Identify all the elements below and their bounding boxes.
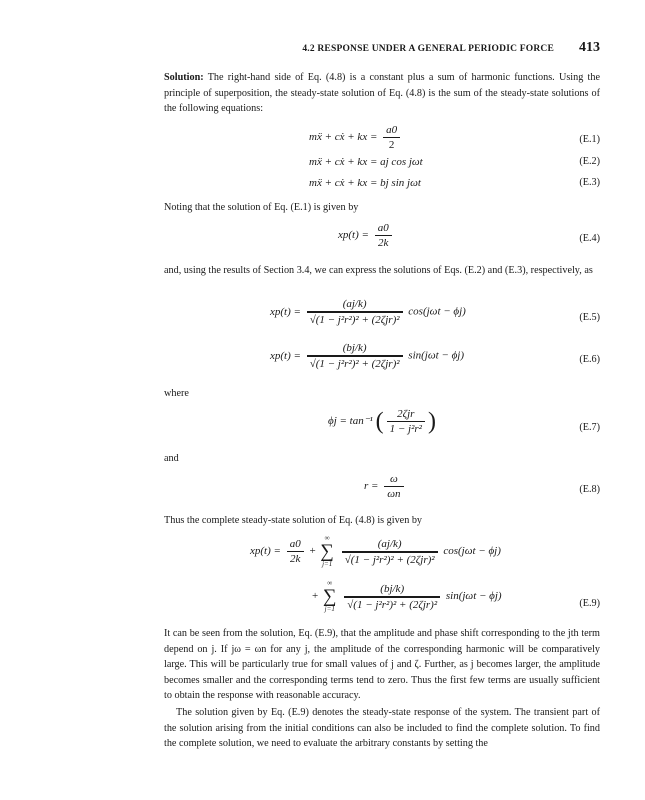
thus-text: Thus the complete steady-state solution of Eq. (4.8) is given by — [164, 515, 423, 526]
running-header — [0, 38, 600, 58]
equation-e1: mẍ + cẋ + kx = $\frac{a0}{2}$ (E.1) — [309, 124, 600, 151]
summation-symbol: ∞ ∑ j=1 — [322, 579, 337, 613]
equation-e8: r = $\frac{\omega}{\omega n}$ (E.8) — [364, 473, 600, 500]
equation-e5: xp(t) = $\frac{(aj/k)}{\text{√(1 − j²r²)² + (2ζjr)²}}$ cos(jωt − ϕj) (E.5) — [270, 298, 600, 326]
page-number: 413 — [579, 40, 600, 55]
equation-e3: mẍ + cẋ + kx = bj sin jωt (E.3) — [309, 177, 600, 189]
equation-number: (E.1) — [579, 134, 600, 145]
solution-paragraph — [164, 70, 600, 117]
equation-number: (E.3) — [579, 177, 600, 188]
where-text: where — [164, 388, 189, 399]
equation-number: (E.5) — [579, 312, 600, 323]
equation-number: (E.6) — [579, 354, 600, 365]
equation-e2: mẍ + cẋ + kx = aj cos jωt (E.2) — [309, 156, 600, 168]
summation-symbol: ∞ ∑ j=1 — [320, 534, 334, 568]
section-title: 4.2 RESPONSE UNDER A GENERAL PERIODIC FORCE — [302, 44, 554, 54]
equation-e4: xp(t) = $\frac{a0}{2k}$ (E.4) — [338, 222, 600, 249]
transient-paragraph: The solution given by Eq. (E.9) denotes the steady-state response of the system. The transient part of the solution arising from the initial conditions can also be included to find the complete solution. To find the complete solution, we need to evaluate the arbitrary constants by setting the — [164, 707, 600, 749]
noting-text: Noting that the solution of Eq. (E.1) is given by — [164, 202, 359, 213]
and-text: and — [164, 453, 179, 464]
using-paragraph: and, using the results of Section 3.4, we can express the solutions of Eqs. (E.2) and (E.3), respectively, as — [164, 265, 593, 276]
discussion-paragraph: It can be seen from the solution, Eq. (E.9), that the amplitude and phase shift corresponding to the jth term depend on j. If jω = ωn for any j, the amplitude of the corresponding harmonic will be comparatively large. This will be particularly true for small values of j and ζ. Further, as j becomes larger, the amplitude becomes smaller and the corresponding terms tend to zero. Thus the first few terms are usually sufficient to obtain the response with reasonable accuracy. — [164, 628, 600, 701]
equation-number: (E.7) — [579, 422, 600, 433]
equation-e9-line1: xp(t) = $\frac{a0}{2k}$ + ∞ ∑ j=1 $\frac{(aj/k)}{\text{√(1 − j²r²)² + (2ζjr)²}}$ cos(jωt − ϕj) — [250, 534, 501, 568]
equation-e7: ϕj = tan⁻¹ ( $\frac{\text{2ζjr}}{\text{1 − j²r²}}$ ) (E.7) — [328, 408, 600, 435]
equation-number: (E.9) — [579, 598, 600, 609]
equation-e6: xp(t) = $\frac{(bj/k)}{\text{√(1 − j²r²)² + (2ζjr)²}}$ sin(jωt − ϕj) (E.6) — [270, 342, 600, 370]
equation-e9-line2: + ∞ ∑ j=1 $\frac{(bj/k)}{\text{√(1 − j²r²)² + (2ζjr)²}}$ sin(jωt − ϕj) (E.9) — [312, 579, 600, 613]
equation-number: (E.2) — [579, 156, 600, 167]
solution-label: Solution: — [164, 72, 204, 83]
equation-number: (E.8) — [579, 484, 600, 495]
solution-text: The right-hand side of Eq. (4.8) is a constant plus a sum of harmonic functions. Using the principle of superposition, the steady-state solution of Eq. (4.8) is the sum of the steady-state solutions of the following equations: — [164, 72, 600, 114]
equation-number: (E.4) — [579, 233, 600, 244]
